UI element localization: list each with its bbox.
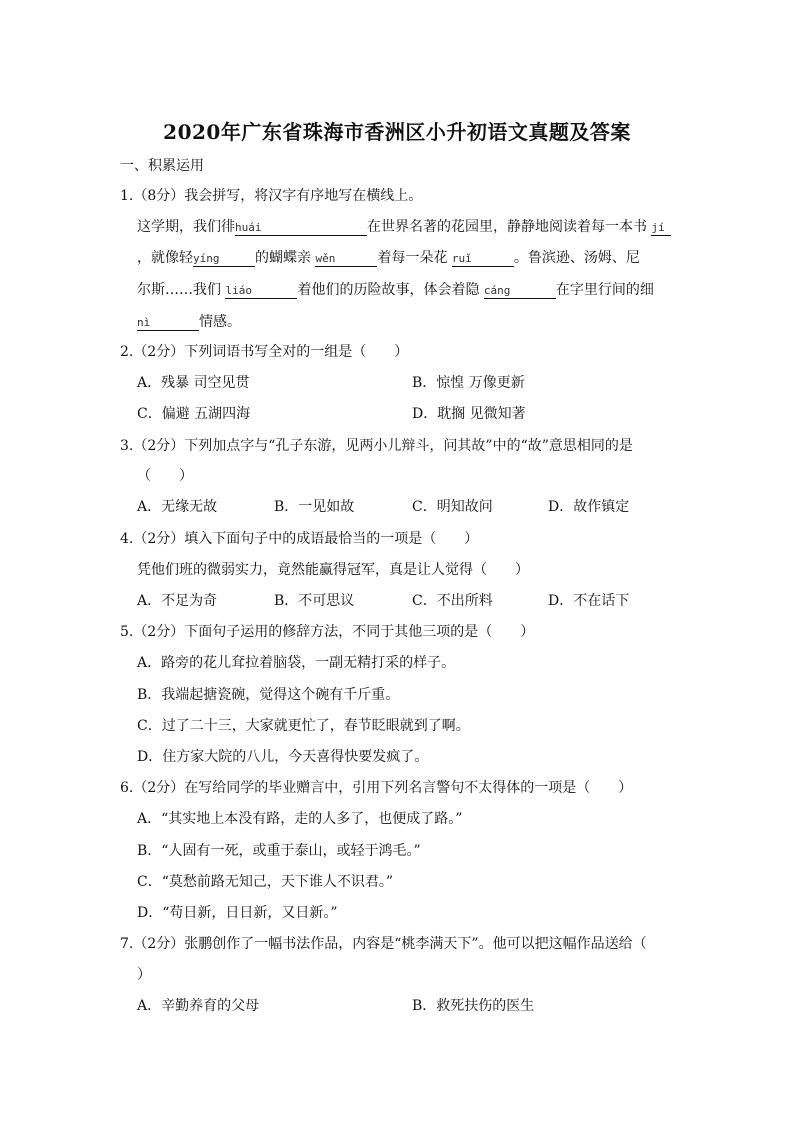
option-d[interactable]: D．不在话下: [548, 593, 630, 609]
question-1-line-2: [137, 248, 640, 268]
option-d[interactable]: D．故作镇定: [548, 499, 630, 515]
q1-text: 着每一朵花: [377, 250, 448, 266]
option-a[interactable]: A．辛勤养育的父母: [137, 998, 260, 1014]
answer-paren: ）: [137, 967, 151, 983]
q1-text: 在世界名著的花园里，静静地阅读着每一本书: [367, 219, 647, 235]
question-4-sentence: 凭他们班的微弱实力，竟然能赢得冠军，真是让人觉得（ ）: [137, 562, 529, 578]
pinyin-blank[interactable]: liáo: [225, 281, 297, 299]
option-a[interactable]: A．无缘无故: [137, 499, 218, 515]
question-3-stem: 3.（2分）下列加点字与“孔子东游，见两小儿辩斗，问其故”中的“故”意思相同的是: [120, 438, 633, 454]
option-d[interactable]: D．住方家大院的八儿，今天喜得快要发疯了。: [137, 749, 429, 765]
pinyin-blank[interactable]: jí: [651, 218, 671, 236]
question-2-stem: 2.（2分）下列词语书写全对的一组是（ ）: [120, 344, 409, 360]
option-d[interactable]: D．耽搁 见微知著: [412, 406, 526, 422]
option-b[interactable]: B．惊惶 万像更新: [412, 375, 525, 391]
option-c[interactable]: C．偏避 五湖四海: [137, 406, 251, 422]
q1-text: 。鲁滨逊、汤姆、尼: [513, 250, 640, 266]
option-c[interactable]: C．过了二十三，大家就更忙了，春节眨眼就到了啊。: [137, 718, 470, 734]
page-title: 2020年广东省珠海市香洲区小升初语文真题及答案: [163, 120, 631, 144]
option-a[interactable]: A．路旁的花儿耷拉着脑袋，一副无精打采的样子。: [137, 655, 456, 671]
option-c[interactable]: C．不出所料: [412, 593, 493, 609]
pinyin-blank[interactable]: nì: [137, 313, 199, 331]
option-d[interactable]: D．“苟日新，日日新，又日新。”: [137, 905, 338, 921]
pinyin-blank[interactable]: ruǐ: [452, 249, 514, 267]
option-c[interactable]: C．“莫愁前路无知己，天下谁人不识君。”: [137, 874, 394, 890]
q1-text: ，就像轻: [137, 250, 193, 266]
pinyin-blank[interactable]: wěn: [315, 249, 377, 267]
option-c[interactable]: C．明知故问: [412, 499, 493, 515]
option-b[interactable]: B．一见如故: [274, 499, 355, 515]
option-b[interactable]: B．“人固有一死，或重于泰山，或轻于鸿毛。”: [137, 843, 421, 859]
option-a[interactable]: A．残暴 司空见贯: [137, 375, 250, 391]
question-1-line-1: [137, 217, 671, 237]
pinyin-blank[interactable]: yíng: [193, 249, 255, 267]
option-b[interactable]: B．我端起搪瓷碗，觉得这个碗有千斤重。: [137, 687, 400, 703]
q1-text: 的蝴蝶亲: [255, 250, 311, 266]
q1-text: 着他们的历险故事，体会着隐: [297, 282, 480, 298]
q1-text: 这学期，我们徘: [137, 219, 235, 235]
q1-text: 情感。: [199, 314, 241, 330]
answer-paren: （ ）: [137, 468, 193, 484]
option-a[interactable]: A．不足为奇: [137, 593, 218, 609]
question-1-line-4: [137, 312, 241, 332]
q1-text: 在字里行间的细: [555, 282, 654, 298]
question-5-stem: 5.（2分）下面句子运用的修辞方法，不同于其他三项的是（ ）: [120, 624, 535, 640]
question-1-line-3: [137, 280, 654, 300]
section-heading: 一、积累运用: [120, 158, 204, 174]
question-1-stem: 1.（8分）我会拼写，将汉字有序地写在横线上。: [120, 188, 423, 204]
q1-text: 尔斯……我们: [137, 282, 221, 298]
option-a[interactable]: A．“其实地上本没有路，走的人多了，也便成了路。”: [137, 811, 463, 827]
option-b[interactable]: B．救死扶伤的医生: [412, 998, 535, 1014]
pinyin-blank[interactable]: huái: [235, 218, 367, 236]
option-b[interactable]: B．不可思议: [274, 593, 355, 609]
question-6-stem: 6.（2分）在写给同学的毕业赠言中，引用下列名言警句不太得体的一项是（ ）: [120, 780, 633, 796]
pinyin-blank[interactable]: cáng: [484, 281, 556, 299]
question-4-stem: 4.（2分）填入下面句子中的成语最恰当的一项是（ ）: [120, 531, 479, 547]
question-7-stem: 7.（2分）张鹏创作了一幅书法作品，内容是“桃李满天下”。他可以把这幅作品送给（: [120, 936, 647, 952]
